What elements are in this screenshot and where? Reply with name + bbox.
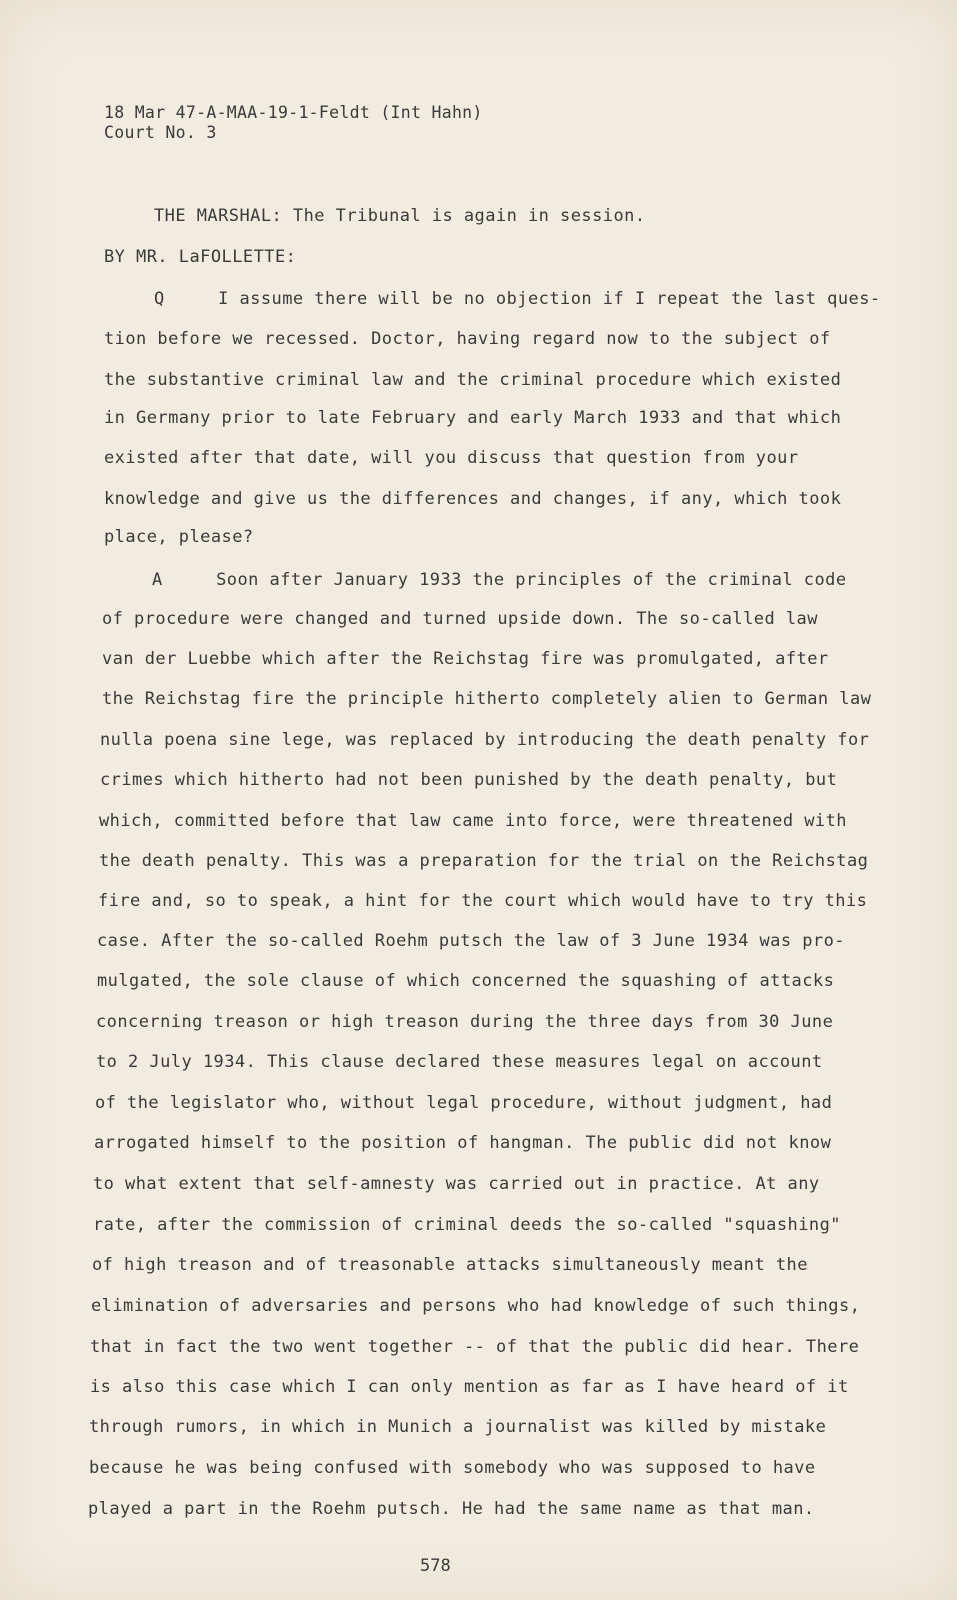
answer-line: of the legislator who, without legal procedure, without judgment, had: [95, 1093, 833, 1113]
question-line: knowledge and give us the differences and changes, if any, which took: [104, 489, 842, 509]
answer-line: arrogated himself to the position of hangman. The public did not know: [94, 1133, 832, 1153]
answer-line: elimination of adversaries and persons who had knowledge of such things,: [91, 1296, 861, 1316]
answer-line: to what extent that self-amnesty was carried out in practice. At any: [93, 1174, 820, 1194]
question-line: place, please?: [104, 527, 254, 547]
answer-line: A Soon after January 1933 the principles of the criminal code: [152, 570, 847, 590]
marshal-statement: THE MARSHAL: The Tribunal is again in session.: [154, 206, 646, 226]
answer-line: played a part in the Roehm putsch. He had the same name as that man.: [88, 1499, 815, 1519]
answer-line: through rumors, in which in Munich a journalist was killed by mistake: [89, 1417, 827, 1437]
header-line-1: 18 Mar 47-A-MAA-19-1-Feldt (Int Hahn): [104, 103, 483, 122]
header-line-2: Court No. 3: [104, 123, 217, 142]
question-line: tion before we recessed. Doctor, having regard now to the subject of: [104, 329, 831, 349]
answer-line: of high treason and of treasonable attacks simultaneously meant the: [92, 1255, 808, 1275]
question-line: existed after that date, will you discuss that question from your: [104, 448, 799, 468]
answer-line: mulgated, the sole clause of which concerned the squashing of attacks: [97, 971, 835, 991]
answer-line: to 2 July 1934. This clause declared these measures legal on account: [96, 1052, 823, 1072]
answer-line: because he was being confused with somebody who was supposed to have: [89, 1458, 816, 1478]
page-number: 578: [420, 1556, 451, 1576]
answer-line: the Reichstag fire the principle hitherto completely alien to German law: [102, 689, 872, 709]
examiner-line: BY MR. LaFOLLETTE:: [104, 247, 297, 267]
answer-line: of procedure were changed and turned upside down. The so-called law: [102, 609, 818, 629]
answer-line: that in fact the two went together -- of that the public did hear. There: [90, 1337, 860, 1357]
answer-line: nulla poena sine lege, was replaced by introducing the death penalty for: [100, 730, 870, 750]
answer-line: is also this case which I can only mention as far as I have heard of it: [90, 1377, 849, 1397]
answer-line: crimes which hitherto had not been punished by the death penalty, but: [100, 770, 838, 790]
question-line: the substantive criminal law and the criminal procedure which existed: [104, 370, 842, 390]
answer-line: which, committed before that law came into force, were threatened with: [99, 811, 847, 831]
answer-line: case. After the so-called Roehm putsch the law of 3 June 1934 was pro-: [97, 931, 845, 951]
question-line: in Germany prior to late February and early March 1933 and that which: [104, 408, 842, 428]
answer-line: rate, after the commission of criminal deeds the so-called "squashing": [93, 1215, 841, 1235]
answer-line: fire and, so to speak, a hint for the court which would have to try this: [98, 891, 868, 911]
answer-line: the death penalty. This was a preparation for the trial on the Reichstag: [99, 851, 869, 871]
answer-line: concerning treason or high treason during the three days from 30 June: [96, 1012, 834, 1032]
question-line: Q I assume there will be no objection if I repeat the last ques-: [154, 289, 881, 309]
answer-line: van der Luebbe which after the Reichstag fire was promulgated, after: [102, 649, 829, 669]
